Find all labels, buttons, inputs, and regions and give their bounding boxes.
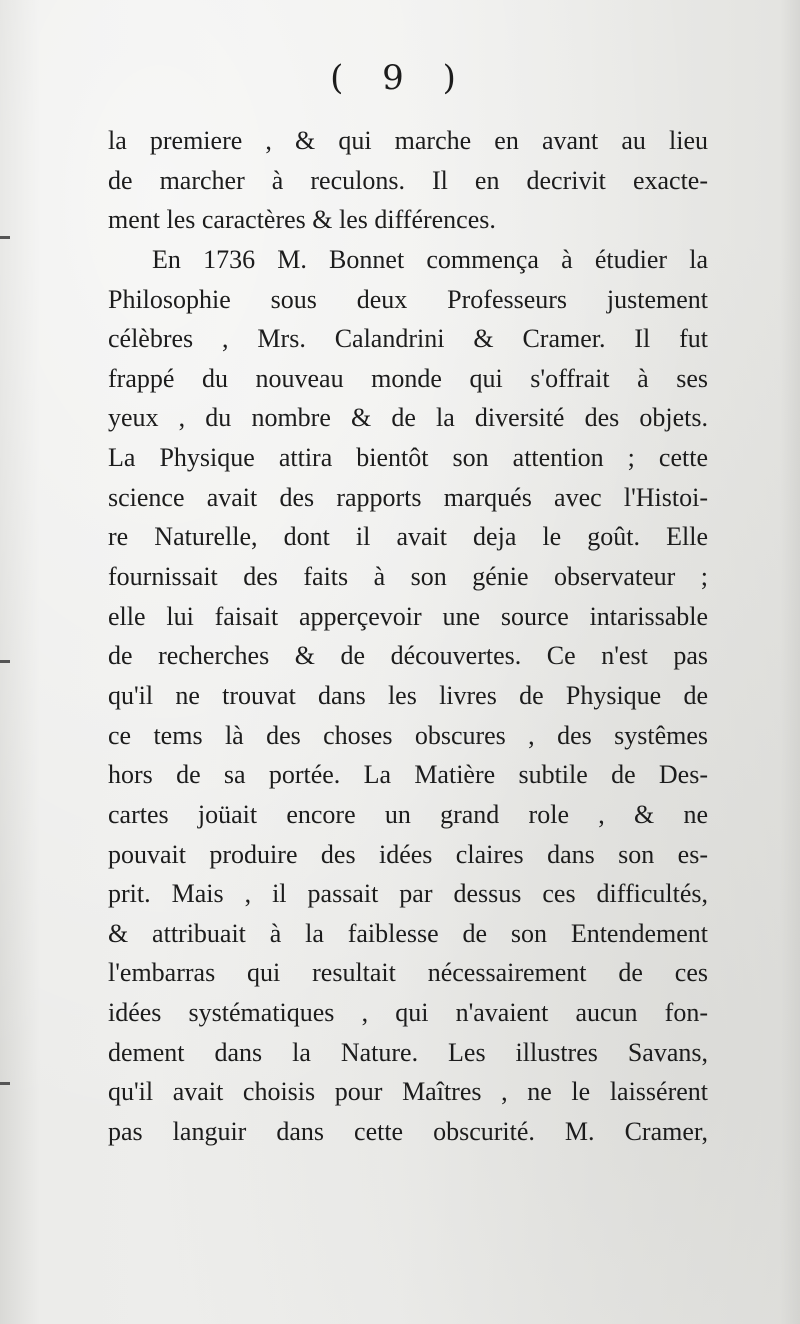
text-line: hors de sa portée. La Matière subtile de Des- xyxy=(108,760,708,790)
text-line: re Naturelle, dont il avait deja le goût. Elle xyxy=(108,522,708,552)
text-line: idées systématiques , qui n'avaient aucun fon- xyxy=(108,998,708,1028)
text-line: elle lui faisait apperçevoir une source intarissable xyxy=(108,601,708,631)
text-line: célèbres , Mrs. Calandrini & Cramer. Il fut xyxy=(108,324,708,354)
text-line: qu'il avait choisis pour Maîtres , ne le laissérent xyxy=(108,1077,708,1107)
text-line: cartes joüait encore un grand role , & ne xyxy=(108,799,708,829)
text-line: En 1736 M. Bonnet commença à étudier la xyxy=(152,244,708,274)
text-line: science avait des rapports marqués avec l'Histoi- xyxy=(108,482,708,512)
margin-mark xyxy=(0,660,10,663)
text-line: de recherches & de découvertes. Ce n'est pas xyxy=(108,641,708,671)
text-line: yeux , du nombre & de la diversité des objets. xyxy=(108,403,708,433)
text-line: Philosophie sous deux Professeurs justement xyxy=(108,284,708,314)
text-line: ment les caractères & les différences. xyxy=(108,205,496,235)
text-line: la premiere , & qui marche en avant au lieu xyxy=(108,126,708,155)
text-line: dement dans la Nature. Les illustres Savans, xyxy=(108,1037,708,1067)
text-line: ce tems là des choses obscures , des systêmes xyxy=(108,720,708,750)
text-line: prit. Mais , il passait par dessus ces difficultés, xyxy=(108,879,708,909)
text-line: pas languir dans cette obscurité. M. Cramer, xyxy=(108,1117,708,1147)
text-line: pouvait produire des idées claires dans son es- xyxy=(108,839,708,869)
text-line: de marcher à reculons. Il en decrivit exacte- xyxy=(108,165,708,195)
margin-mark xyxy=(0,1082,10,1085)
page-number: ( 9 ) xyxy=(330,58,470,98)
text-line: l'embarras qui resultait nécessairement de ces xyxy=(108,958,708,988)
text-line: La Physique attira bientôt son attention ; cette xyxy=(108,443,708,473)
text-line: & attribuait à la faiblesse de son Entendement xyxy=(108,918,708,948)
text-line: fournissait des faits à son génie observateur ; xyxy=(108,562,708,592)
body-text xyxy=(108,121,708,1152)
margin-mark xyxy=(0,236,10,239)
text-line: qu'il ne trouvat dans les livres de Physique de xyxy=(108,680,708,710)
text-line: frappé du nouveau monde qui s'offrait à ses xyxy=(108,363,708,393)
